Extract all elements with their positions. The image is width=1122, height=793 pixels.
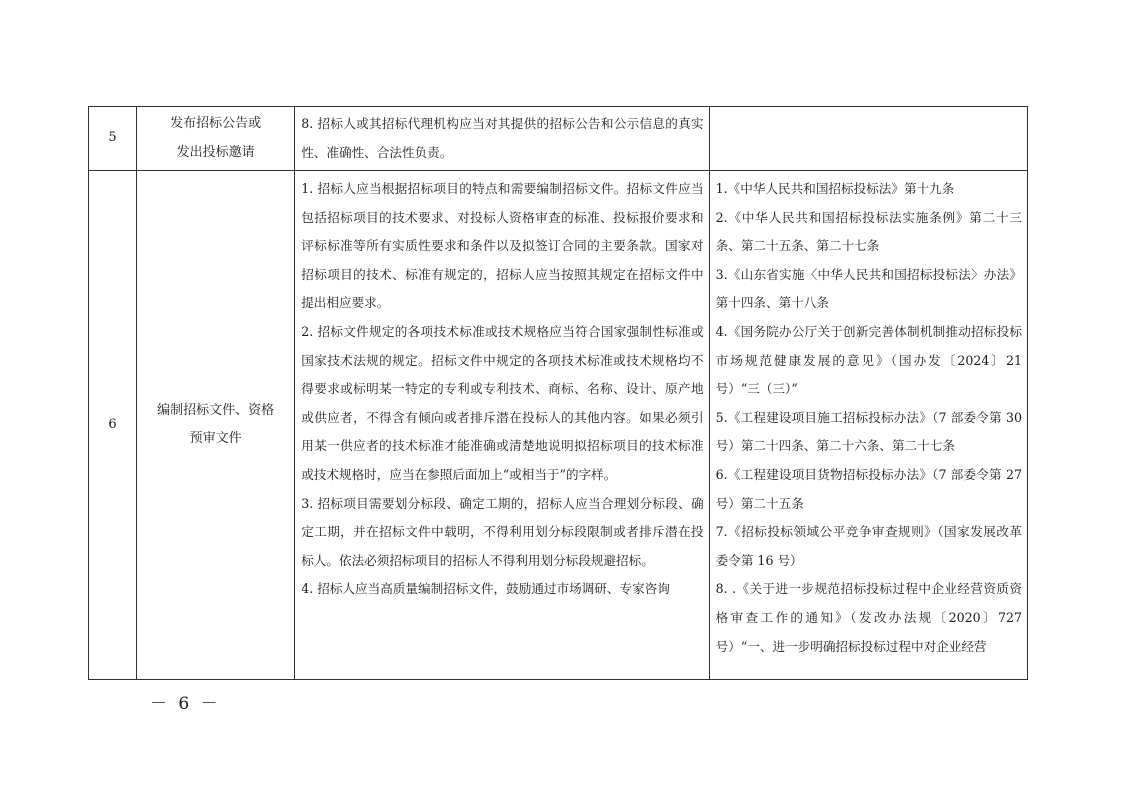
item-name-line: 发布招标公告或 — [170, 116, 262, 131]
row-number-cell — [89, 171, 137, 680]
legal-basis-item: 2.《中华人民共和国招标投标法实施条例》第二十三条、第二十五条、第二十七条 — [715, 209, 1022, 254]
requirements-cell — [295, 107, 709, 171]
requirement-paragraph: 3. 招标项目需要划分标段、确定工期的，招标人应当合理划分标段、确定工期，并在招标文件中载明，不得利用划分标段限制或者排斥潜在投标人。依法必须招标项目的招标人不得利用划分标段规避招标。 — [301, 495, 704, 568]
regulation-table — [88, 106, 1028, 680]
table-row — [89, 171, 1028, 680]
legal-basis-cell — [709, 171, 1027, 680]
legal-basis-cell — [709, 107, 1027, 171]
requirement-paragraph: 2. 招标文件规定的各项技术标准或技术规格应当符合国家强制性标准或国家技术法规的规定。招标文件中规定的各项技术标准或技术规格均不得要求或标明某一特定的专利或专利技术、商标、名称、设计、原产地或供应者，不得含有倾向或者排斥潜在投标人的其他内容。如果必须引用某一供应者的技术标准才能准确或清楚地说明拟招标项目的技术标准或技术规格时，应当在参照后面加上“或相当于”的字样。 — [301, 323, 704, 482]
requirement-paragraph: 1. 招标人应当根据招标项目的特点和需要编制招标文件。招标文件应当包括招标项目的技术要求、对投标人资格审查的标准、投标报价要求和评标标准等所有实质性要求和条件以及拟签订合同的主要条款。国家对招标项目的技术、标准有规定的，招标人应当按照其规定在招标文件中提出相应要求。 — [301, 181, 704, 311]
table-row — [89, 107, 1028, 171]
row-number-cell — [89, 107, 137, 171]
row-number: 6 — [108, 416, 117, 432]
requirements-cell — [295, 171, 709, 680]
item-name-cell — [137, 171, 295, 680]
item-name: 编制招标文件、资格预审文件 — [157, 402, 275, 446]
requirement-paragraph: 8. 招标人或其招标代理机构应当对其提供的招标公告和公示信息的真实性、准确性、合法性负责。 — [301, 116, 704, 160]
legal-basis-item: 6.《工程建设项目货物招标投标办法》（7 部委令第 27 号）第二十五条 — [715, 466, 1022, 511]
item-name-cell — [137, 107, 295, 171]
page-number: － 6 － — [150, 694, 221, 714]
legal-basis-item: 1.《中华人民共和国招标投标法》第十九条 — [715, 181, 955, 196]
legal-basis-item: 8. .《关于进一步规范招标投标过程中企业经营资质资格审查工作的通知》（发改办法规〔2020〕727 号）“一、进一步明确招标投标过程中对企业经营 — [715, 581, 1022, 654]
legal-basis-item: 7.《招标投标领域公平竞争审查规则》（国家发展改革委令第 16 号） — [715, 524, 1022, 568]
legal-basis-item: 5.《工程建设项目施工招标投标办法》（7 部委令第 30 号）第二十四条、第二十六条、第二十七条 — [715, 409, 1022, 454]
legal-basis-item: 3.《山东省实施〈中华人民共和国招标投标法〉办法》第十四条、第十八条 — [715, 266, 1022, 311]
legal-basis-item: 4.《国务院办公厅关于创新完善体制机制推动招标投标市场规范健康发展的意见》（国办发〔2024〕21 号）“三（三）” — [715, 323, 1022, 397]
item-name-line: 发出投标邀请 — [176, 144, 255, 160]
row-number: 5 — [108, 130, 117, 146]
requirement-paragraph: 4. 招标人应当高质量编制招标文件，鼓励通过市场调研、专家咨询 — [301, 581, 670, 597]
